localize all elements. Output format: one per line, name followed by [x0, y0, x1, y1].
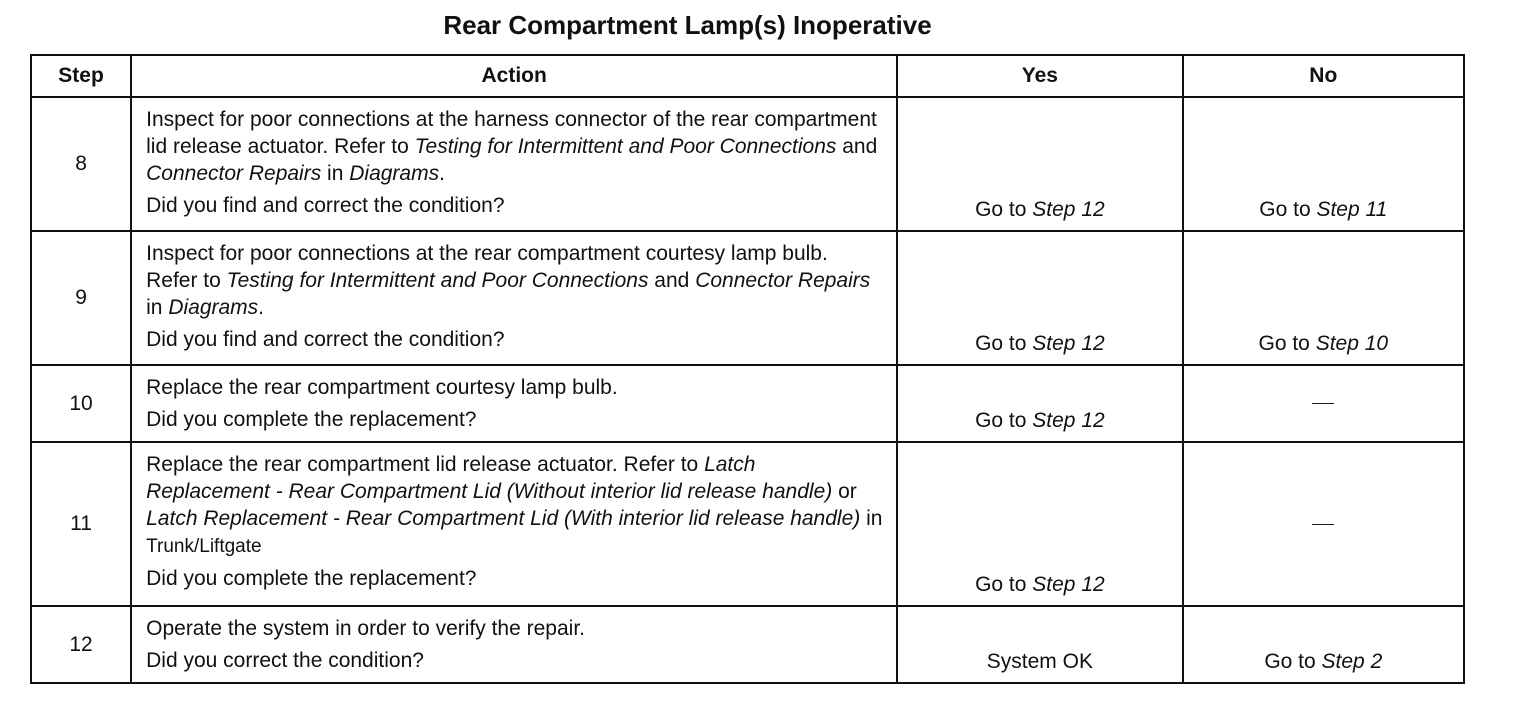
- instruction-text: and: [648, 269, 696, 292]
- no-cell: [1183, 442, 1464, 606]
- yes-result: System OK: [986, 650, 1093, 673]
- instruction-text: and: [836, 135, 878, 158]
- yes-cell: [897, 231, 1182, 365]
- no-dash: [1312, 524, 1334, 525]
- table-header-row: [31, 55, 1464, 97]
- instruction-text: .: [258, 296, 265, 319]
- no-cell: [1183, 231, 1464, 365]
- no-goto-prefix: Go to: [1258, 332, 1316, 355]
- action-instruction: [146, 374, 884, 401]
- action-cell: [131, 442, 897, 606]
- yes-goto-prefix: Go to: [975, 198, 1033, 221]
- no-step-reference: Step 10: [1315, 332, 1389, 355]
- step-number: 10: [31, 365, 131, 442]
- action-cell: [131, 97, 897, 231]
- no-cell: [1183, 365, 1464, 442]
- action-question: Did you find and correct the condition?: [146, 328, 505, 351]
- instruction-text: Trunk/Liftgate: [146, 536, 262, 557]
- table-row: [31, 231, 1464, 365]
- action-instruction: [146, 106, 884, 187]
- instruction-text: .: [439, 162, 445, 185]
- instruction-text: in: [146, 296, 169, 319]
- reference-link-text: Diagrams: [168, 296, 259, 319]
- table-row: [31, 97, 1464, 231]
- no-goto-prefix: Go to: [1259, 198, 1317, 221]
- no-step-reference: Step 11: [1316, 198, 1388, 221]
- action-cell: [131, 365, 897, 442]
- instruction-text: Replace the rear compartment lid release actuator. Refer to: [146, 453, 705, 476]
- reference-link-text: Testing for Intermittent and Poor Connections: [414, 135, 837, 158]
- header-no: No: [1183, 55, 1464, 97]
- table-body: [31, 97, 1464, 683]
- reference-link-text: Diagrams: [349, 162, 440, 185]
- instruction-text: in: [321, 162, 350, 185]
- action-cell: [131, 231, 897, 365]
- step-number: 9: [31, 231, 131, 365]
- header-action: Action: [131, 55, 897, 97]
- reference-link-text: Connector Repairs: [695, 269, 871, 292]
- yes-step-reference: Step 12: [1032, 198, 1105, 221]
- yes-cell: [897, 365, 1182, 442]
- yes-step-reference: Step 12: [1032, 332, 1105, 355]
- action-instruction: [146, 615, 884, 642]
- reference-link-text: Testing for Intermittent and Poor Connections: [226, 269, 649, 292]
- page-title: Rear Compartment Lamp(s) Inoperative: [443, 10, 932, 40]
- yes-goto-prefix: Go to: [975, 409, 1033, 432]
- instruction-text: in: [860, 507, 883, 530]
- reference-link-text: Connector Repairs: [146, 162, 322, 185]
- table-row: [31, 365, 1464, 442]
- action-question: Did you correct the condition?: [146, 649, 424, 672]
- step-number: 12: [31, 606, 131, 683]
- step-number: 8: [31, 97, 131, 231]
- reference-link-text: Latch Replacement - Rear Compartment Lid (With interior lid release handle): [146, 507, 861, 530]
- yes-cell: [897, 442, 1182, 606]
- step-number: 11: [31, 442, 131, 606]
- yes-goto-prefix: Go to: [975, 332, 1033, 355]
- no-cell: [1183, 97, 1464, 231]
- instruction-text: Operate the system in order to verify the repair.: [146, 617, 585, 640]
- yes-goto-prefix: Go to: [975, 573, 1033, 596]
- action-question: Did you complete the replacement?: [146, 567, 477, 590]
- instruction-text: Replace the rear compartment courtesy lamp bulb.: [146, 376, 618, 399]
- yes-cell: [897, 606, 1182, 683]
- no-cell: [1183, 606, 1464, 683]
- no-goto-prefix: Go to: [1264, 650, 1322, 673]
- action-cell: [131, 606, 897, 683]
- action-question: Did you complete the replacement?: [146, 408, 477, 431]
- no-dash: [1312, 403, 1334, 404]
- yes-step-reference: Step 12: [1032, 409, 1105, 432]
- reference-link-text: Latch Replacement - Rear Compartment Lid (Without interior lid release handle): [146, 453, 833, 503]
- table-row: [31, 442, 1464, 606]
- diagnostic-table: [30, 54, 1465, 684]
- yes-step-reference: Step 12: [1032, 573, 1105, 596]
- action-question: Did you find and correct the condition?: [146, 194, 505, 217]
- header-step: Step: [31, 55, 131, 97]
- instruction-text: or: [832, 480, 857, 503]
- instruction-text: Inspect for poor connections at the harness connector of the rear compartment lid release actuator. Refer to: [146, 108, 877, 158]
- action-instruction: [146, 451, 884, 560]
- instruction-text: Inspect for poor connections at the rear compartment courtesy lamp bulb. Refer to: [146, 242, 828, 292]
- action-instruction: [146, 240, 884, 321]
- table-row: [31, 606, 1464, 683]
- no-step-reference: Step 2: [1321, 650, 1383, 673]
- header-yes: Yes: [897, 55, 1182, 97]
- yes-cell: [897, 97, 1182, 231]
